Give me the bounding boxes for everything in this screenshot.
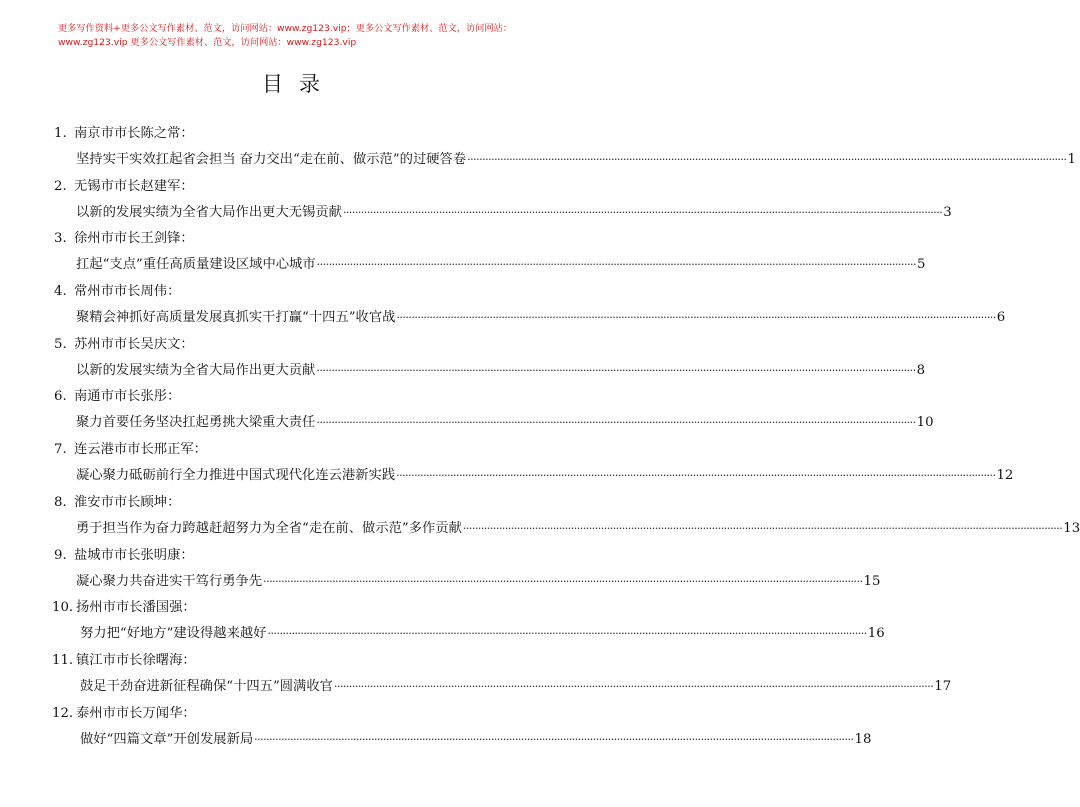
toc-entry-page-number: 16 (867, 626, 885, 642)
toc-entry-page-number: 8 (916, 362, 926, 378)
toc-entry-speaker: 苏州市市长吴庆文： (74, 336, 194, 352)
toc-entry[interactable] (0, 704, 872, 757)
toc-entry-number: 10. (52, 600, 74, 616)
toc-entry-page-number: 1 (1067, 152, 1076, 167)
toc-entry-heading (54, 440, 207, 460)
toc-entry[interactable] (0, 229, 926, 282)
banner-line-2: www.zg123.vip 更多公文写作素材、范文，访问网站：www.zg123.vip (58, 37, 357, 48)
toc-entry-number: 8. (54, 494, 67, 510)
toc-entry[interactable] (0, 493, 1080, 546)
dot-leader: ········································································································································································································ (316, 258, 916, 272)
toc-entry-heading (54, 124, 194, 144)
toc-entry-number: 2. (54, 178, 67, 194)
dot-leader: ········································································································································································································ (316, 416, 916, 430)
toc-entry-title: 聚精会神抓好高质量发展真抓实干打赢“十四五”收官战 (76, 310, 396, 326)
toc-entry-number: 5. (54, 336, 67, 352)
toc-entry-page-number: 17 (934, 678, 952, 694)
toc-entry-title: 做好“四篇文章”开创发展新局 (80, 731, 254, 747)
toc-entry-line[interactable] (76, 466, 1014, 486)
toc-entry-speaker: 南京市市长陈之常： (74, 126, 194, 141)
toc-entry-number: 3. (54, 231, 67, 247)
toc-entry-page-number: 15 (863, 573, 881, 589)
toc-entry-page-number: 10 (916, 415, 934, 431)
toc-entry-title: 努力把“好地方”建设得越来越好 (80, 626, 267, 642)
dot-leader: ········································································································································································································ (254, 732, 854, 746)
toc-entry-title: 凝心聚力砥砺前行全力推进中国式现代化连云港新实践 (76, 468, 396, 484)
toc-entry[interactable] (0, 177, 952, 230)
toc-entry-heading (54, 282, 180, 302)
toc-entry-speaker: 徐州市市长王剑锋： (74, 231, 194, 247)
toc-entry-line[interactable] (76, 308, 1006, 328)
toc-entry-line[interactable] (80, 677, 952, 697)
toc-entry-title: 扛起“支点”重任高质量建设区域中心城市 (76, 257, 316, 273)
toc-entry-speaker: 南通市市长张彤： (74, 389, 181, 405)
toc-entry[interactable] (0, 124, 1076, 177)
toc-entry[interactable] (0, 440, 1014, 493)
toc-entry-title: 凝心聚力共奋进实干笃行勇争先 (76, 573, 263, 589)
banner-line-1: 更多写作资料+更多公文写作素材、范文，访问网站：www.zg123.vip；更多公文写作素材、范文，访问网站： (58, 23, 512, 34)
page-title: 目录 (262, 72, 336, 96)
dot-leader: ········································································································································································································ (316, 363, 916, 377)
toc-entry-line[interactable] (76, 203, 952, 223)
toc-entry-heading (52, 651, 196, 671)
toc-entry-number: 6. (54, 389, 67, 405)
toc-entry-heading (54, 177, 194, 197)
table-of-contents (0, 124, 1080, 756)
toc-entry-speaker: 扬州市市长潘国强： (76, 600, 196, 616)
toc-entry-number: 12. (52, 705, 74, 721)
dot-leader: ········································································································································································································ (462, 521, 1063, 535)
toc-entry-page-number: 6 (996, 310, 1006, 326)
toc-entry[interactable] (0, 651, 952, 704)
toc-entry-speaker: 盐城市市长张明康： (74, 547, 194, 563)
toc-entry-page-number: 12 (996, 468, 1014, 484)
toc-entry-title: 以新的发展实绩为全省大局作出更大无锡贡献 (76, 204, 342, 220)
toc-entry-heading (52, 598, 196, 618)
toc-entry-page-number: 18 (854, 731, 872, 747)
dot-leader: ········································································································································································································ (342, 205, 943, 219)
toc-entry-speaker: 连云港市市长邢正军： (74, 442, 207, 458)
toc-entry-line[interactable] (76, 572, 881, 592)
toc-entry[interactable] (0, 282, 1006, 335)
toc-entry-heading (54, 546, 194, 566)
toc-entry-page-number: 13 (1063, 520, 1080, 536)
toc-entry-heading (54, 229, 194, 249)
dot-leader: ········································································································································································································ (396, 469, 996, 483)
toc-entry-title: 以新的发展实绩为全省大局作出更大贡献 (76, 362, 316, 378)
toc-entry-number: 9. (54, 547, 67, 563)
toc-entry-heading (54, 493, 180, 513)
toc-entry-line[interactable] (76, 519, 1080, 539)
toc-entry-line[interactable] (76, 150, 1076, 170)
dot-leader: ········································································································································································································ (396, 311, 996, 325)
toc-entry-title: 聚力首要任务坚决扛起勇挑大梁重大责任 (76, 415, 316, 431)
toc-entry-title: 坚持实干实效扛起省会担当 奋力交出“走在前、做示范”的过硬答卷 (76, 152, 467, 167)
toc-entry-number: 4. (54, 284, 67, 300)
dot-leader: ········································································································································································································ (263, 574, 863, 588)
toc-entry-speaker: 淮安市市长顾坤： (74, 494, 181, 510)
dot-leader: ········································································································································································································ (267, 627, 867, 641)
dot-leader: ········································································································································································································ (333, 679, 934, 693)
toc-entry[interactable] (0, 335, 926, 388)
toc-entry[interactable] (0, 387, 934, 440)
toc-entry-number: 1. (54, 126, 67, 141)
toc-entry-speaker: 无锡市市长赵建军： (74, 178, 194, 194)
dot-leader: ········································································································································································································ (467, 153, 1067, 166)
toc-entry-page-number: 3 (943, 204, 952, 220)
toc-entry-page-number: 5 (916, 257, 926, 273)
toc-entry-number: 11. (52, 652, 74, 668)
watermark-banner (58, 22, 518, 50)
toc-entry-heading (54, 387, 180, 407)
toc-entry-speaker: 泰州市市长万闻华： (76, 705, 196, 721)
toc-entry-line[interactable] (76, 255, 926, 275)
toc-entry-title: 勇于担当作为奋力跨越赶超努力为全省“走在前、做示范”多作贡献 (76, 520, 462, 536)
toc-entry-line[interactable] (80, 624, 885, 644)
toc-entry[interactable] (0, 546, 881, 599)
toc-entry-heading (52, 704, 196, 724)
toc-entry[interactable] (0, 598, 885, 651)
toc-entry-heading (54, 335, 194, 355)
toc-entry-line[interactable] (76, 361, 926, 381)
toc-entry-line[interactable] (76, 413, 934, 433)
toc-entry-title: 鼓足干劲奋进新征程确保“十四五”圆满收官 (80, 678, 333, 694)
toc-entry-line[interactable] (80, 730, 872, 750)
toc-entry-number: 7. (54, 442, 67, 458)
toc-entry-speaker: 镇江市市长徐曙海： (76, 652, 196, 668)
toc-entry-speaker: 常州市市长周伟： (74, 284, 181, 300)
